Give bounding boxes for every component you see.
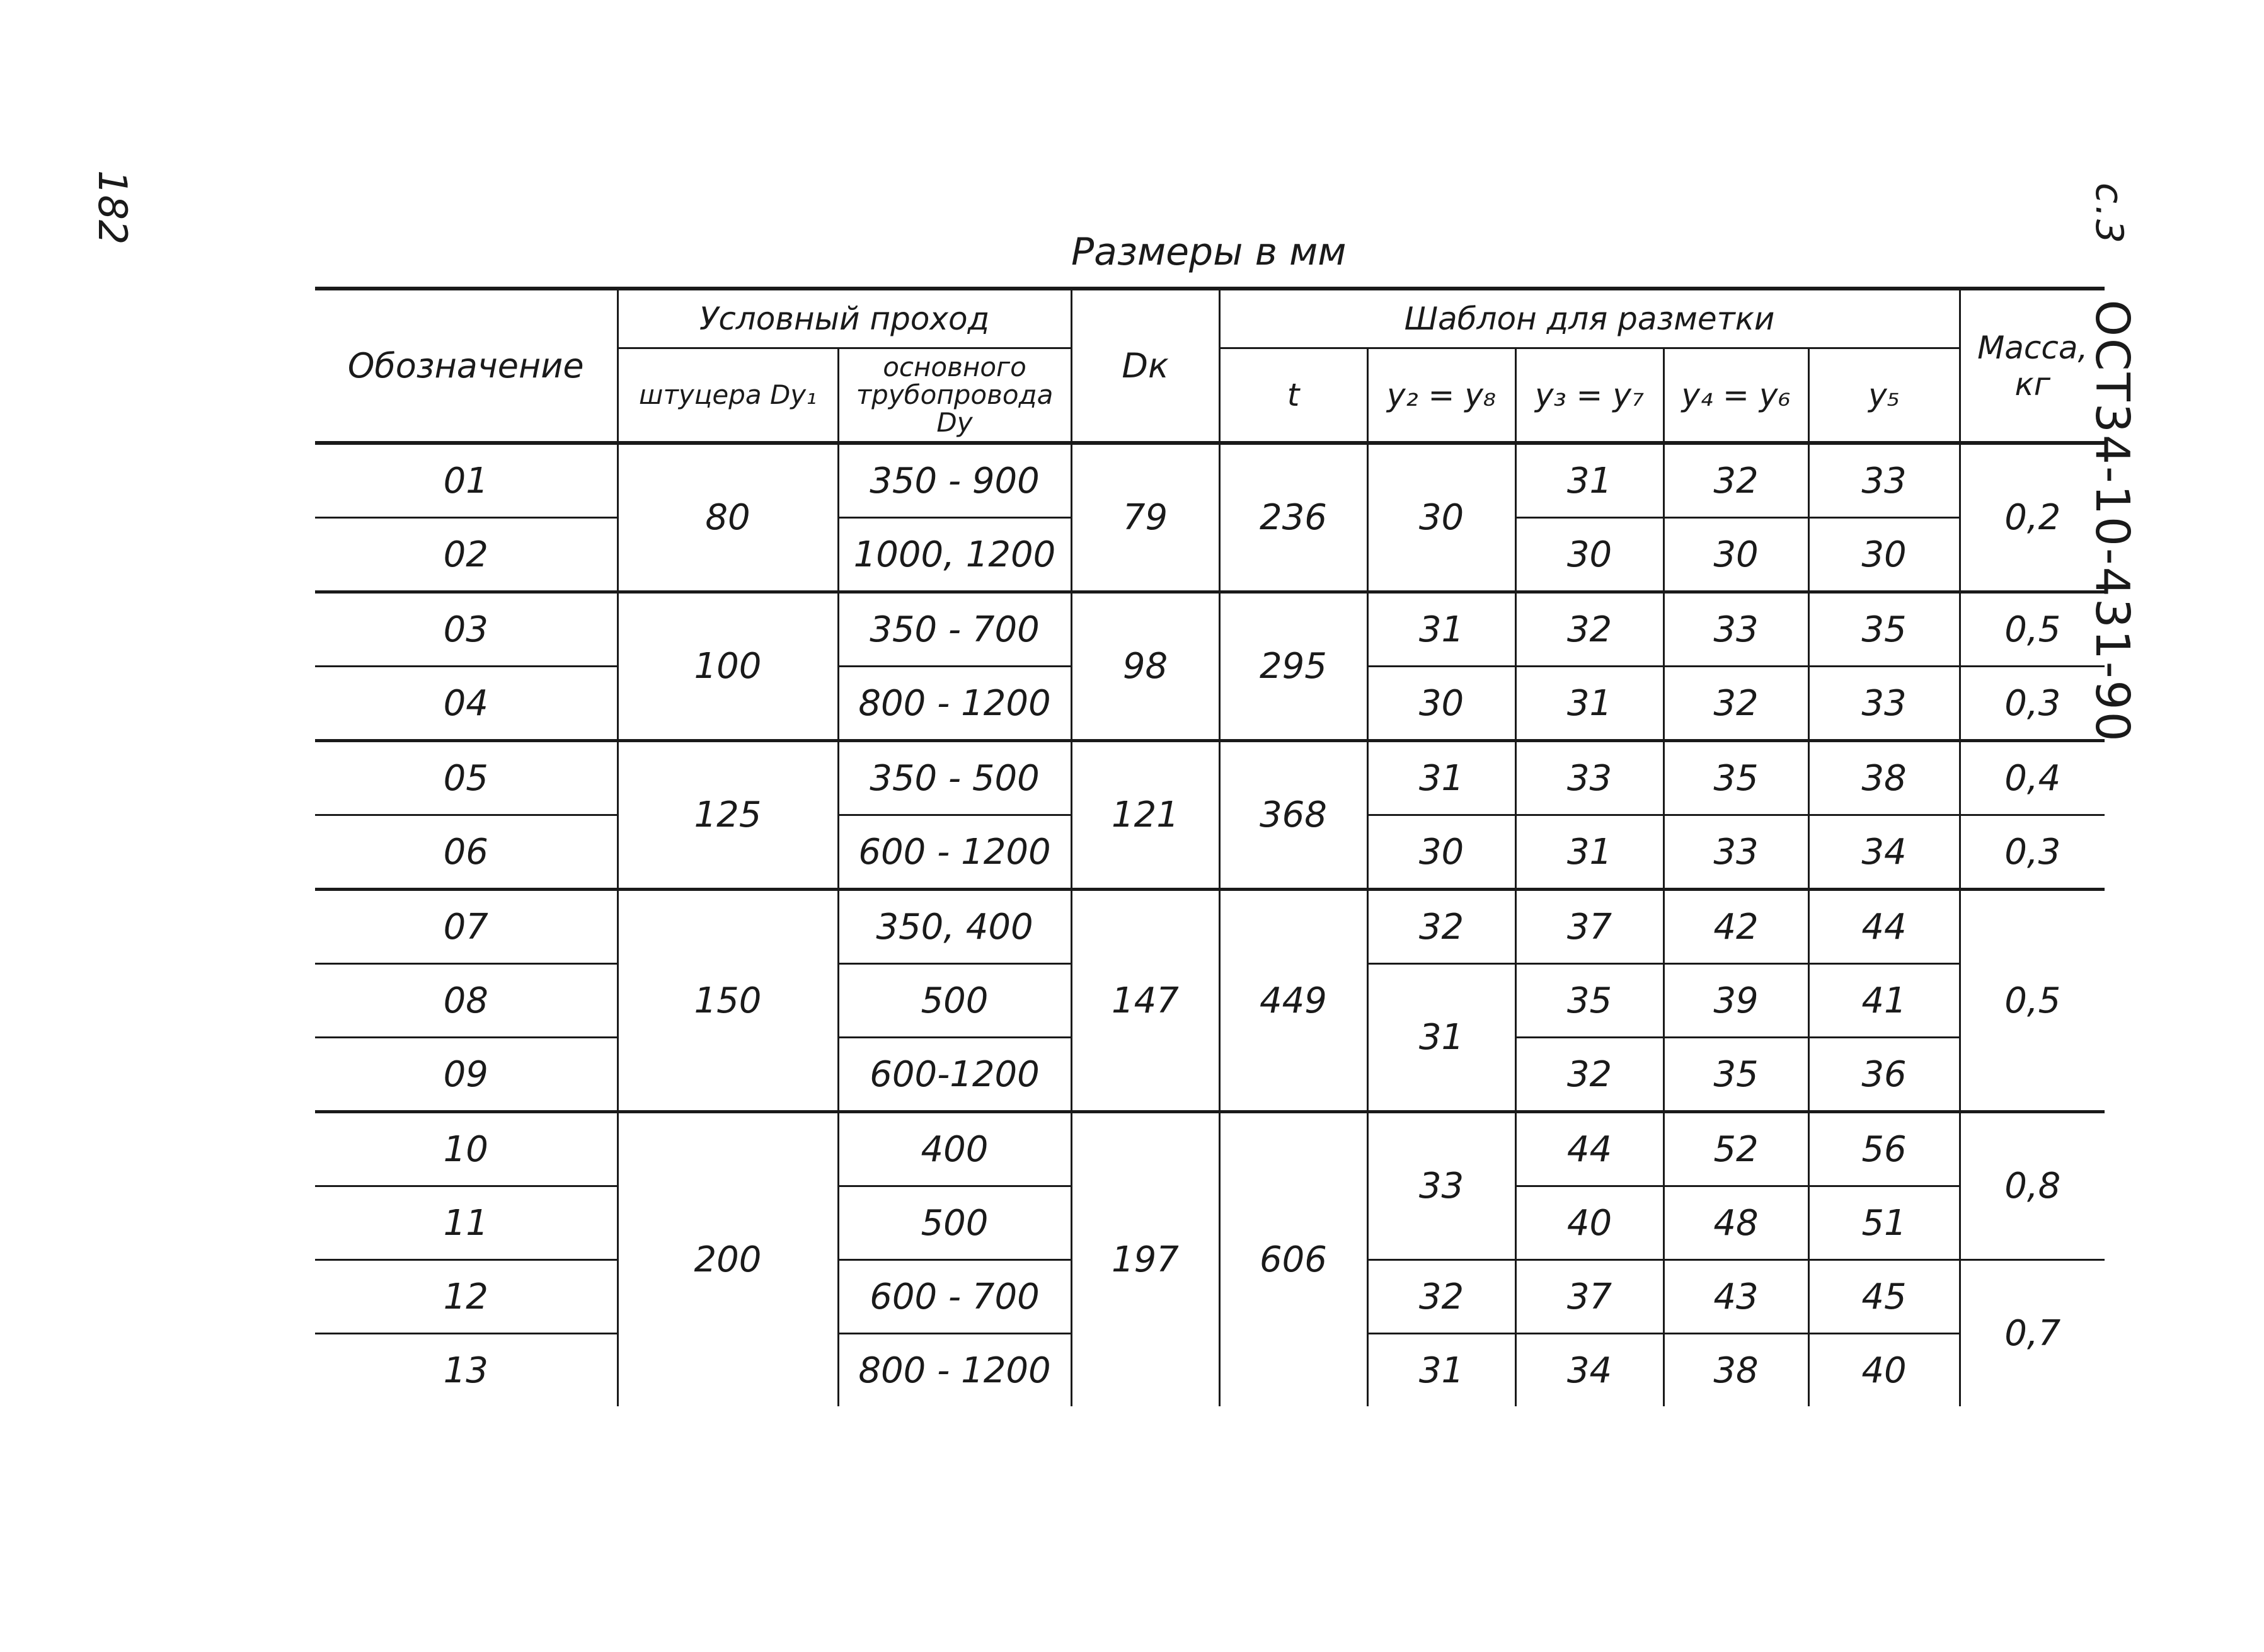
main-pipe-cell: 350, 400 xyxy=(838,890,1071,964)
dimensions-table xyxy=(315,287,2105,1406)
y3-y7-cell: 37 xyxy=(1515,1260,1664,1334)
y4-y6-cell: 30 xyxy=(1664,518,1808,592)
table-row xyxy=(315,1112,2105,1186)
mass-cell: 0,5 xyxy=(1960,890,2105,1112)
y4-y6-cell: 33 xyxy=(1664,815,1808,890)
main-pipe-cell: 1000, 1200 xyxy=(838,518,1071,592)
fitting-cell: 125 xyxy=(618,741,838,890)
y2-y8-cell: 31 xyxy=(1367,741,1515,815)
y3-y7-cell: 40 xyxy=(1515,1186,1664,1260)
header-t: t xyxy=(1219,348,1367,444)
y3-y7-cell: 33 xyxy=(1515,741,1664,815)
mass-cell: 0,3 xyxy=(1960,815,2105,890)
y4-y6-cell: 32 xyxy=(1664,667,1808,741)
y2-y8-cell: 31 xyxy=(1367,592,1515,667)
y4-y6-cell: 52 xyxy=(1664,1112,1808,1186)
y3-y7-cell: 35 xyxy=(1515,964,1664,1038)
y2-y8-cell: 33 xyxy=(1367,1112,1515,1260)
y5-cell: 56 xyxy=(1808,1112,1960,1186)
y3-y7-cell: 32 xyxy=(1515,592,1664,667)
y3-y7-cell: 44 xyxy=(1515,1112,1664,1186)
y5-cell: 45 xyxy=(1808,1260,1960,1334)
standard-number: ОСТ34-10-431-90 xyxy=(2085,299,2139,743)
main-pipe-cell: 600 - 700 xyxy=(838,1260,1071,1334)
y5-cell: 33 xyxy=(1808,667,1960,741)
page-number: 182 xyxy=(89,170,135,245)
mass-cell: 0,8 xyxy=(1960,1112,2105,1260)
designation-cell: 11 xyxy=(315,1186,618,1260)
main-pipe-cell: 350 - 700 xyxy=(838,592,1071,667)
y4-y6-cell: 48 xyxy=(1664,1186,1808,1260)
designation-cell: 07 xyxy=(315,890,618,964)
y5-cell: 40 xyxy=(1808,1334,1960,1407)
y4-y6-cell: 32 xyxy=(1664,443,1808,518)
y4-y6-cell: 42 xyxy=(1664,890,1808,964)
y2-y8-cell: 30 xyxy=(1367,667,1515,741)
y4-y6-cell: 35 xyxy=(1664,741,1808,815)
y3-y7-cell: 34 xyxy=(1515,1334,1664,1407)
header-fitting: штуцера Dy₁ xyxy=(618,348,838,444)
t-cell: 606 xyxy=(1219,1112,1367,1407)
main-pipe-cell: 400 xyxy=(838,1112,1071,1186)
table-row xyxy=(315,592,2105,667)
t-cell: 295 xyxy=(1219,592,1367,741)
main-pipe-cell: 500 xyxy=(838,1186,1071,1260)
main-pipe-cell: 350 - 900 xyxy=(838,443,1071,518)
y3-y7-cell: 37 xyxy=(1515,890,1664,964)
designation-cell: 10 xyxy=(315,1112,618,1186)
y2-y8-cell: 32 xyxy=(1367,890,1515,964)
designation-cell: 02 xyxy=(315,518,618,592)
header-y4-y6: y₄ = y₆ xyxy=(1664,348,1808,444)
table-row xyxy=(315,443,2105,518)
y2-y8-cell: 31 xyxy=(1367,964,1515,1112)
header-mass xyxy=(1960,289,2105,443)
y5-cell: 44 xyxy=(1808,890,1960,964)
designation-cell: 05 xyxy=(315,741,618,815)
y2-y8-cell: 30 xyxy=(1367,443,1515,592)
fitting-cell: 150 xyxy=(618,890,838,1112)
main-pipe-cell: 500 xyxy=(838,964,1071,1038)
mass-cell: 0,5 xyxy=(1960,592,2105,667)
t-cell: 449 xyxy=(1219,890,1367,1112)
designation-cell: 09 xyxy=(315,1038,618,1112)
t-cell: 368 xyxy=(1219,741,1367,890)
y3-y7-cell: 30 xyxy=(1515,518,1664,592)
dk-cell: 197 xyxy=(1071,1112,1219,1407)
designation-cell: 03 xyxy=(315,592,618,667)
y5-cell: 36 xyxy=(1808,1038,1960,1112)
header-dk: Dк xyxy=(1071,289,1219,443)
dk-cell: 79 xyxy=(1071,443,1219,592)
dimensions-caption: Размеры в мм xyxy=(1071,230,1347,274)
dk-cell: 147 xyxy=(1071,890,1219,1112)
y5-cell: 35 xyxy=(1808,592,1960,667)
table-row xyxy=(315,890,2105,964)
table-row xyxy=(315,741,2105,815)
main-pipe-cell: 350 - 500 xyxy=(838,741,1071,815)
mass-cell: 0,4 xyxy=(1960,741,2105,815)
header-main-pipe: основного трубопровода Dy xyxy=(838,348,1071,444)
fitting-cell: 200 xyxy=(618,1112,838,1407)
y5-cell: 41 xyxy=(1808,964,1960,1038)
mass-cell: 0,2 xyxy=(1960,443,2105,592)
header-y5: y₅ xyxy=(1808,348,1960,444)
designation-cell: 12 xyxy=(315,1260,618,1334)
y3-y7-cell: 31 xyxy=(1515,443,1664,518)
y4-y6-cell: 38 xyxy=(1664,1334,1808,1407)
y2-y8-cell: 31 xyxy=(1367,1334,1515,1407)
designation-cell: 01 xyxy=(315,443,618,518)
mass-cell: 0,7 xyxy=(1960,1260,2105,1407)
main-pipe-cell: 600 - 1200 xyxy=(838,815,1071,890)
header-designation: Обозначение xyxy=(315,289,618,443)
header-template: Шаблон для разметки xyxy=(1219,289,1960,348)
y2-y8-cell: 30 xyxy=(1367,815,1515,890)
designation-cell: 04 xyxy=(315,667,618,741)
y5-cell: 30 xyxy=(1808,518,1960,592)
header-nominal-bore: Условный проход xyxy=(618,289,1071,348)
y3-y7-cell: 31 xyxy=(1515,667,1664,741)
header-mass-line2: кг xyxy=(2014,365,2050,403)
y5-cell: 38 xyxy=(1808,741,1960,815)
y4-y6-cell: 39 xyxy=(1664,964,1808,1038)
dk-cell: 98 xyxy=(1071,592,1219,741)
y4-y6-cell: 33 xyxy=(1664,592,1808,667)
y3-y7-cell: 31 xyxy=(1515,815,1664,890)
designation-cell: 08 xyxy=(315,964,618,1038)
designation-cell: 06 xyxy=(315,815,618,890)
header-y3-y7: y₃ = y₇ xyxy=(1515,348,1664,444)
mass-cell: 0,3 xyxy=(1960,667,2105,741)
fitting-cell: 100 xyxy=(618,592,838,741)
y5-cell: 33 xyxy=(1808,443,1960,518)
fitting-cell: 80 xyxy=(618,443,838,592)
dk-cell: 121 xyxy=(1071,741,1219,890)
y5-cell: 34 xyxy=(1808,815,1960,890)
y3-y7-cell: 32 xyxy=(1515,1038,1664,1112)
y2-y8-cell: 32 xyxy=(1367,1260,1515,1334)
designation-cell: 13 xyxy=(315,1334,618,1407)
y4-y6-cell: 43 xyxy=(1664,1260,1808,1334)
header-y2-y8: y₂ = y₈ xyxy=(1367,348,1515,444)
t-cell: 236 xyxy=(1219,443,1367,592)
main-pipe-cell: 600-1200 xyxy=(838,1038,1071,1112)
y4-y6-cell: 35 xyxy=(1664,1038,1808,1112)
header-mass-line1: Масса, xyxy=(1977,329,2088,366)
main-pipe-cell: 800 - 1200 xyxy=(838,1334,1071,1407)
y5-cell: 51 xyxy=(1808,1186,1960,1260)
sheet-number: с.3 xyxy=(2087,183,2131,246)
main-pipe-cell: 800 - 1200 xyxy=(838,667,1071,741)
